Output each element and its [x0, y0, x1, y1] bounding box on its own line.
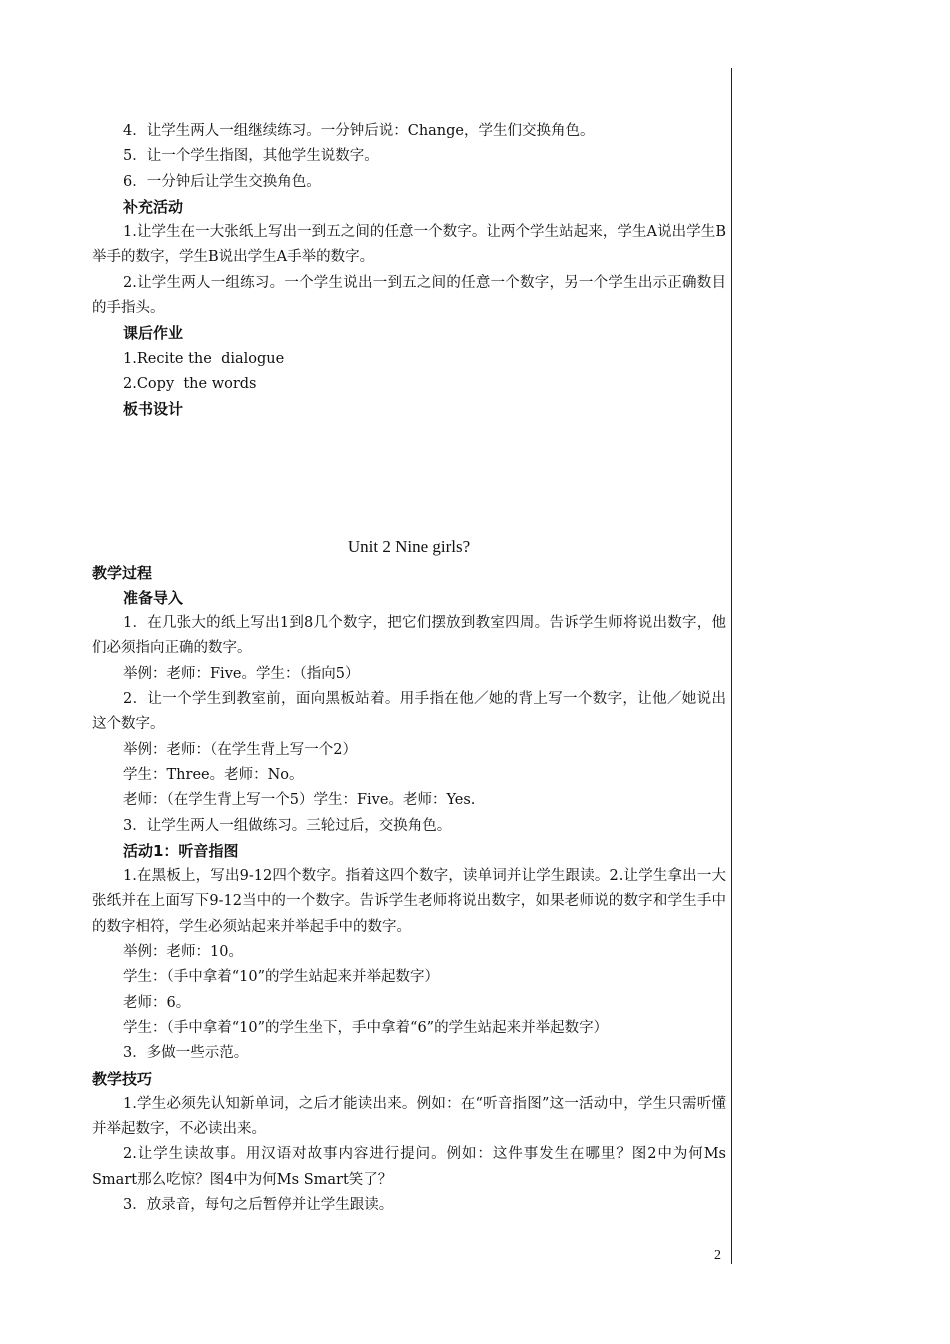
homework-item: 2.Copy the words	[123, 375, 257, 392]
activity1-paragraph: 学生：（手中拿着“10”的学生坐下，手中拿着“6”的学生站起来并举起数字）	[123, 1019, 609, 1036]
activity1-paragraph: 举例：老师：10。	[123, 944, 243, 961]
document-body	[92, 119, 726, 1218]
activity1-paragraph: 3．多做一些示范。	[123, 1045, 249, 1062]
step-line: 5．让一个学生指图，其他学生说数字。	[123, 148, 379, 165]
page-number: 2	[714, 1248, 721, 1263]
page-margin-rule	[731, 68, 732, 1264]
step-line: 4．让学生两人一组继续练习。一分钟后说：Change，学生们交换角色。	[123, 123, 595, 139]
activity1-paragraph: 1.在黑板上，写出9-12四个数字。指着这四个数字，读单词并让学生跟读。2.让学生拿出一大张纸并在上面写下9-12当中的一个数字。告诉学生老师将说出数字，如果老师说的数字和学生手中的数字相符，学生必须站起来并举起手中的数字。	[92, 868, 726, 935]
skills-paragraph: 3．放录音，每句之后暂停并让学生跟读。	[123, 1196, 394, 1213]
board-design-heading: 板书设计	[123, 400, 184, 419]
supplementary-paragraph: 2.让学生两人一组练习。一个学生说出一到五之间的任意一个数字，另一个学生出示正确数目的手指头。	[92, 274, 726, 317]
skills-paragraph: 2.让学生读故事。用汉语对故事内容进行提问。例如：这件事发生在哪里？图2中为何Ms Smart那么吃惊？图4中为何Ms Smart笑了？	[92, 1146, 726, 1188]
process-heading: 教学过程	[92, 563, 153, 582]
supplementary-heading: 补充活动	[123, 197, 184, 216]
warmup-paragraph: 举例：老师：（在学生背上写一个2）	[123, 741, 357, 758]
activity1-paragraph: 老师：6。	[123, 994, 191, 1011]
warmup-paragraph: 老师：（在学生背上写一个5）学生：Five。老师：Yes.	[123, 792, 476, 809]
warmup-paragraph: 3．让学生两人一组做练习。三轮过后，交换角色。	[123, 817, 452, 834]
skills-heading: 教学技巧	[92, 1069, 153, 1088]
warmup-paragraph: 学生：Three。老师：No。	[123, 766, 304, 783]
supplementary-paragraph: 1.让学生在一大张纸上写出一到五之间的任意一个数字。让两个学生站起来，学生A说出学生B举手的数字，学生B说出学生A手举的数字。	[92, 224, 726, 266]
skills-paragraph: 1.学生必须先认知新单词，之后才能读出来。例如：在“听音指图”这一活动中，学生只需听懂并举起数字，不必读出来。	[92, 1095, 726, 1138]
warmup-paragraph: 举例：老师：Five。学生：（指向5）	[123, 665, 360, 682]
warmup-paragraph: 2．让一个学生到教室前，面向黑板站着。用手指在他／她的背上写一个数字，让他／她说出这个数字。	[92, 691, 726, 733]
unit-title: Unit 2 Nine girls?	[347, 536, 471, 556]
homework-heading: 课后作业	[123, 324, 184, 343]
warmup-heading: 准备导入	[123, 588, 184, 607]
activity1-paragraph: 学生：（手中拿着“10”的学生站起来并举起数字）	[123, 969, 440, 986]
warmup-paragraph: 1．在几张大的纸上写出1到8几个数字，把它们摆放到教室四周。告诉学生师将说出数字，他们必须指向正确的数字。	[92, 615, 726, 657]
step-line: 6．一分钟后让学生交换角色。	[123, 173, 321, 190]
board-design-blank-area	[92, 423, 726, 535]
activity1-heading: 活动1：听音指图	[123, 841, 239, 860]
homework-item: 1.Recite the dialogue	[123, 350, 285, 367]
